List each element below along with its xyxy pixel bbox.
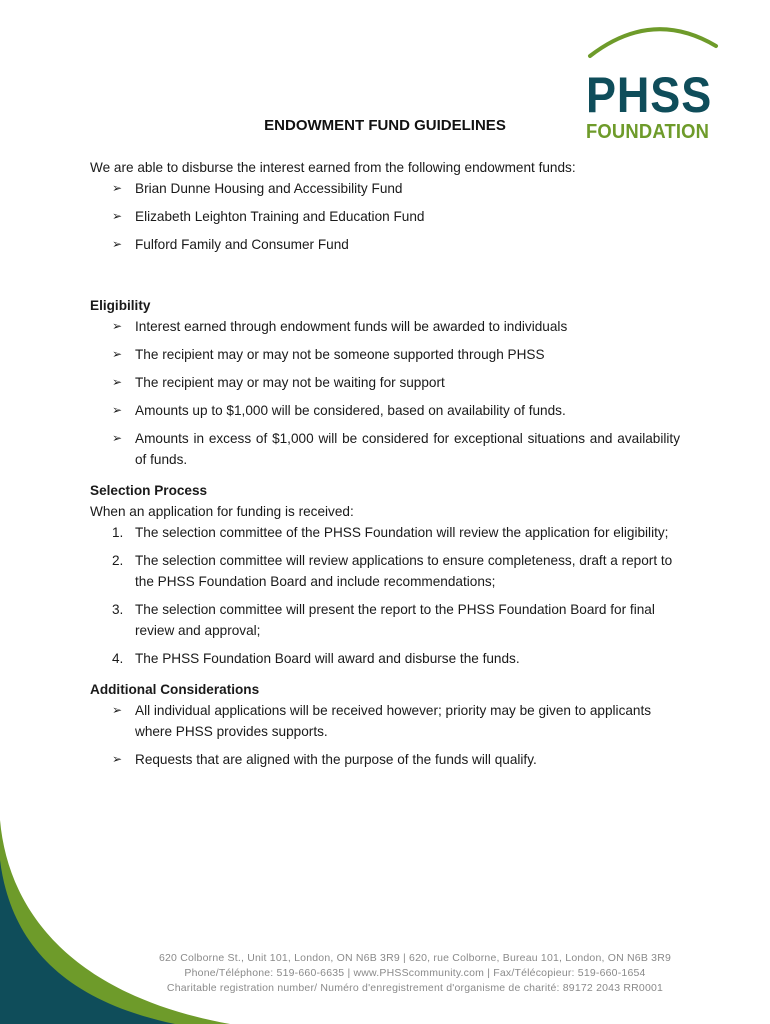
arrow-bullet-icon: ➢ — [112, 181, 123, 195]
arrow-bullet-icon: ➢ — [112, 703, 123, 717]
fund-item — [90, 178, 680, 199]
eligibility-item-text: Interest earned through endowment funds will be awarded to individuals — [135, 319, 568, 334]
arrow-bullet-icon: ➢ — [112, 319, 123, 333]
intro-text: We are able to disburse the interest earned from the following endowment funds: — [90, 160, 576, 175]
selection-step — [90, 648, 680, 669]
fund-item-text: Fulford Family and Consumer Fund — [135, 237, 349, 252]
step-number: 4. — [112, 651, 124, 666]
selection-step — [90, 599, 680, 641]
selection-heading: Selection Process — [90, 483, 208, 498]
logo-main-text: PHSS — [586, 67, 713, 123]
selection-steps — [90, 522, 680, 669]
footer-contact: Phone/Téléphone: 519-660-6635 | www.PHSScommunity.com | Fax/Télécopieur: 519-660-1654 — [184, 967, 646, 979]
selection-step — [90, 522, 680, 543]
step-text: The selection committee will present the report to the PHSS Foundation Board for final review and approval; — [135, 602, 655, 638]
arrow-bullet-icon: ➢ — [112, 403, 123, 417]
document-body — [90, 157, 680, 777]
logo-sub-text: FOUNDATION — [586, 121, 710, 143]
arrow-bullet-icon: ➢ — [112, 209, 123, 223]
arrow-bullet-icon: ➢ — [112, 431, 123, 445]
arrow-bullet-icon: ➢ — [112, 347, 123, 361]
eligibility-item — [90, 344, 680, 365]
arrow-bullet-icon: ➢ — [112, 237, 123, 251]
consideration-item-text: All individual applications will be received however; priority may be given to applicants where PHSS provides supports. — [135, 703, 652, 739]
funds-list — [90, 178, 680, 255]
consideration-item — [90, 749, 680, 770]
eligibility-item-text: Amounts up to $1,000 will be considered, based on availability of funds. — [135, 403, 566, 418]
additional-heading: Additional Considerations — [90, 682, 260, 697]
fund-item-text: Elizabeth Leighton Training and Education Fund — [135, 209, 425, 224]
footer-registration: Charitable registration number/ Numéro d'enregistrement d'organisme de charité: 89172 2043 RR0001 — [166, 982, 664, 994]
eligibility-item — [90, 428, 680, 470]
footer-address: 620 Colborne St., Unit 101, London, ON N6B 3R9 | 620, rue Colborne, Bureau 101, London, ON N6B 3R9 — [158, 952, 672, 964]
step-text: The selection committee of the PHSS Foundation will review the application for eligibility; — [135, 525, 669, 540]
arrow-bullet-icon: ➢ — [112, 375, 123, 389]
eligibility-item — [90, 316, 680, 337]
selection-lead: When an application for funding is received: — [90, 504, 354, 519]
phss-foundation-logo — [582, 20, 722, 143]
arrow-bullet-icon: ➢ — [112, 752, 123, 766]
footer — [90, 951, 740, 996]
eligibility-item — [90, 372, 680, 393]
eligibility-list — [90, 316, 680, 470]
eligibility-heading: Eligibility — [90, 298, 151, 313]
fund-item — [90, 234, 680, 255]
step-text: The selection committee will review applications to ensure completeness, draft a report to the PHSS Foundation Board and include recommendations; — [135, 553, 673, 589]
additional-list — [90, 700, 680, 770]
logo-arc-icon — [582, 20, 722, 70]
consideration-item — [90, 700, 680, 742]
page-title: ENDOWMENT FUND GUIDELINES — [264, 117, 506, 134]
step-number: 1. — [112, 525, 124, 540]
fund-item — [90, 206, 680, 227]
fund-item-text: Brian Dunne Housing and Accessibility Fund — [135, 181, 403, 196]
consideration-item-text: Requests that are aligned with the purpose of the funds will qualify. — [135, 752, 537, 767]
selection-step — [90, 550, 680, 592]
eligibility-item-text: The recipient may or may not be waiting for support — [135, 375, 445, 390]
step-text: The PHSS Foundation Board will award and disburse the funds. — [135, 651, 520, 666]
eligibility-item-text: The recipient may or may not be someone supported through PHSS — [135, 347, 545, 362]
step-number: 3. — [112, 602, 124, 617]
eligibility-item-text: Amounts in excess of $1,000 will be considered for exceptional situations and availability of funds. — [135, 431, 680, 467]
eligibility-item — [90, 400, 680, 421]
step-number: 2. — [112, 553, 124, 568]
